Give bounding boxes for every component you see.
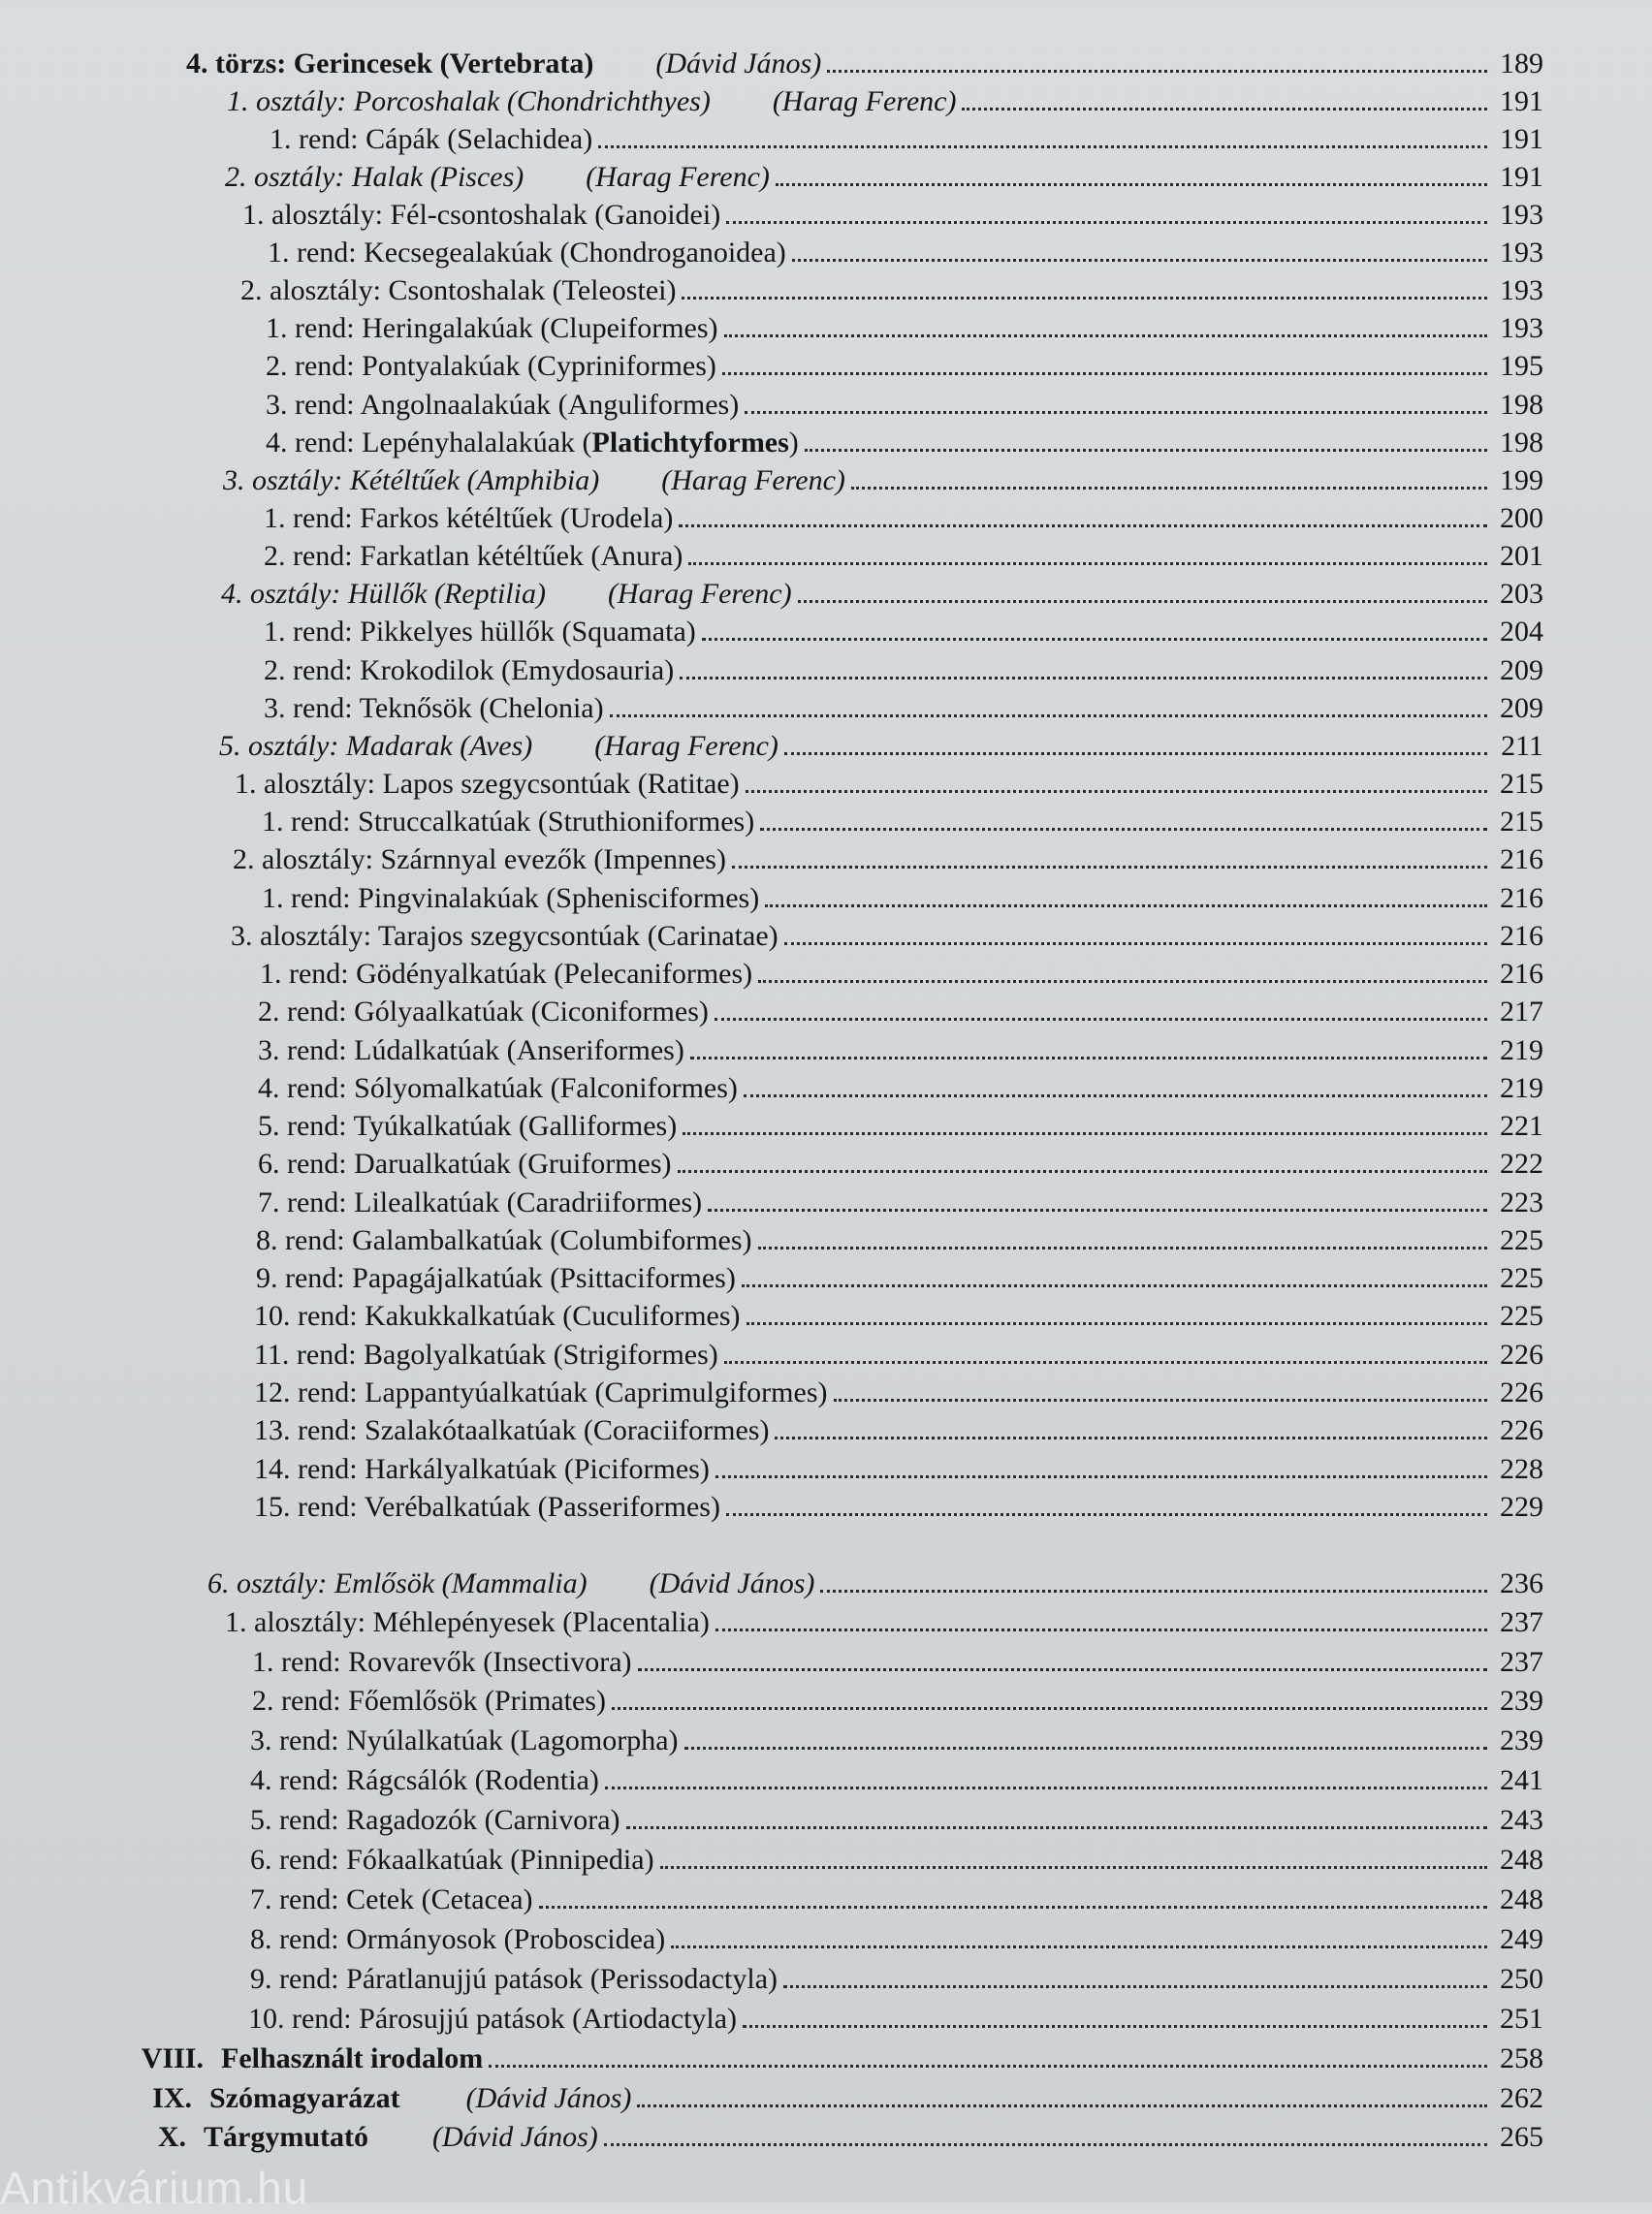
toc-entry-order xyxy=(266,345,1543,384)
dot-leader xyxy=(715,1018,1487,1021)
toc-entry-label: Szómagyarázat xyxy=(209,2082,400,2114)
toc-entry-section xyxy=(142,2077,1543,2116)
toc-entry-label: 6. osztály: Emlősök (Mammalia) xyxy=(207,1567,588,1599)
toc-entry-page: 248 xyxy=(1500,1883,1543,1915)
dot-leader xyxy=(679,524,1487,527)
dot-leader xyxy=(962,108,1487,111)
toc-entry-page: 237 xyxy=(1500,1646,1543,1678)
toc-entry-label: 1. rend: Rovarevők (Insectivora) xyxy=(252,1646,632,1678)
toc-entry-section xyxy=(141,2038,1543,2076)
toc-entry-label: 14. rend: Harkályalkatúak (Piciformes) xyxy=(254,1453,710,1485)
toc-entry-label: 10. rend: Párosujjú patások (Artiodactyla) xyxy=(248,2003,738,2035)
toc-entry-label-bold: Platichtyformes xyxy=(591,427,789,459)
toc-entry-order xyxy=(266,422,1543,460)
toc-entry-page: 215 xyxy=(1500,806,1543,838)
toc-entry-label: 1. alosztály: Fél-csontoshalak (Ganoidei) xyxy=(242,199,721,231)
toc-entry-order xyxy=(254,1409,1543,1448)
toc-entry-label: 6. rend: Darualkatúak (Gruiformes) xyxy=(258,1148,672,1180)
toc-entry-page: 221 xyxy=(1500,1110,1543,1142)
toc-entry-label: 1. rend: Cápák (Selachidea) xyxy=(270,123,593,155)
toc-entry-page: 223 xyxy=(1500,1186,1543,1218)
dot-leader xyxy=(690,1057,1487,1060)
toc-entry-order xyxy=(258,1029,1543,1068)
toc-entry-label: Felhasznált irodalom xyxy=(221,2042,484,2074)
toc-entry-page: 211 xyxy=(1501,730,1543,762)
toc-entry-page: 228 xyxy=(1500,1453,1543,1485)
dot-leader xyxy=(744,1094,1487,1097)
toc-entry-label: 4. rend: Rágcsálók (Rodentia) xyxy=(250,1764,599,1796)
toc-entry-page: 216 xyxy=(1500,843,1543,875)
toc-entry-label: 1. alosztály: Méhlepényesek (Placentalia) xyxy=(225,1606,710,1638)
toc-entry-page: 265 xyxy=(1500,2121,1543,2153)
dot-leader xyxy=(784,752,1487,755)
dot-leader xyxy=(724,334,1487,337)
dot-leader xyxy=(715,1475,1487,1478)
dot-leader xyxy=(612,1707,1487,1710)
toc-entry-order xyxy=(270,118,1543,157)
dot-leader xyxy=(760,828,1487,831)
toc-entry-label: 8. rend: Ormányosok (Proboscidea) xyxy=(250,1923,666,1955)
toc-entry-page: 250 xyxy=(1500,1963,1543,1995)
dot-leader xyxy=(638,1668,1487,1671)
toc-entry-order xyxy=(256,1257,1543,1296)
dot-leader xyxy=(604,2143,1487,2146)
dot-leader xyxy=(489,2065,1487,2068)
toc-entry-subclass xyxy=(242,194,1543,233)
toc-entry-order xyxy=(258,991,1543,1029)
toc-entry-order xyxy=(258,1182,1543,1220)
dot-leader xyxy=(758,980,1487,983)
toc-entry-order xyxy=(264,611,1543,649)
dot-leader xyxy=(715,1629,1487,1631)
toc-entry-order xyxy=(254,1372,1543,1410)
toc-entry-label: 2. rend: Főemlősök (Primates) xyxy=(252,1685,606,1717)
toc-entry-label: 3. rend: Teknősök (Chelonia) xyxy=(264,692,604,724)
toc-entry-page: 243 xyxy=(1500,1804,1543,1836)
dot-leader xyxy=(708,1209,1487,1212)
toc-entry-label: 3. rend: Nyúlalkatúak (Lagomorpha) xyxy=(250,1724,679,1756)
toc-entry-author: (Harag Ferenc) xyxy=(772,85,957,117)
toc-entry-label: 2. rend: Farkatlan kétéltűek (Anura) xyxy=(264,540,683,572)
toc-entry-page: 241 xyxy=(1500,1764,1543,1796)
dot-leader xyxy=(626,1826,1487,1829)
toc-entry-page: 225 xyxy=(1500,1300,1543,1332)
toc-entry-label: 3. rend: Angolnaalakúak (Anguliformes) xyxy=(266,389,740,421)
dot-leader xyxy=(726,1513,1487,1516)
toc-entry-page: 236 xyxy=(1500,1567,1543,1599)
dot-leader xyxy=(660,1866,1487,1869)
toc-entry-label: 3. alosztály: Tarajos szegycsontúak (Carinatae) xyxy=(231,920,778,952)
toc-entry-order xyxy=(256,1219,1543,1258)
dot-leader xyxy=(746,790,1487,793)
toc-entry-label: 8. rend: Galambalkatúak (Columbiformes) xyxy=(256,1224,752,1256)
dot-leader xyxy=(745,411,1487,414)
toc-entry-label: 2. osztály: Halak (Pisces) xyxy=(225,161,524,193)
dot-leader xyxy=(743,2025,1487,2028)
toc-entry-page: 193 xyxy=(1500,312,1543,344)
dot-leader xyxy=(684,1747,1487,1750)
dot-leader xyxy=(678,1170,1487,1173)
toc-entry-label: 9. rend: Páratlanujjú patások (Perissodactyla) xyxy=(250,1963,778,1995)
toc-entry-label: 2. rend: Krokodilok (Emydosauria) xyxy=(264,654,675,686)
toc-entry-page: 201 xyxy=(1500,540,1543,572)
dot-leader xyxy=(610,714,1487,717)
dot-leader xyxy=(783,1985,1487,1988)
toc-entry-class xyxy=(227,80,1543,119)
toc-entry-page: 198 xyxy=(1500,427,1543,459)
toc-entry-order xyxy=(264,649,1543,688)
toc-entry-label: 15. rend: Verébalkatúak (Passeriformes) xyxy=(254,1491,720,1523)
toc-entry-order xyxy=(252,1680,1543,1719)
toc-entry-page: 195 xyxy=(1500,350,1543,382)
dot-leader xyxy=(671,1945,1487,1948)
toc-entry-author: (Harag Ferenc) xyxy=(594,730,778,762)
toc-entry-page: 237 xyxy=(1500,1606,1543,1638)
dot-leader xyxy=(820,1590,1487,1593)
toc-entry-label: 4. rend: Sólyomalkatúak (Falconiformes) xyxy=(258,1072,738,1104)
toc-entry-author: (Harag Ferenc) xyxy=(607,578,792,610)
toc-entry-subclass xyxy=(225,1601,1543,1640)
toc-entry-author: (Dávid János) xyxy=(465,2082,632,2114)
toc-entry-page: 258 xyxy=(1500,2042,1543,2074)
toc-entry-class xyxy=(207,1563,1543,1601)
toc-entry-order xyxy=(250,1720,1543,1758)
toc-entry-page: 249 xyxy=(1500,1923,1543,1955)
dot-leader xyxy=(637,2104,1487,2107)
toc-entry-label xyxy=(266,426,799,460)
toc-entry-label: 1. rend: Struccalkatúak (Struthioniformes) xyxy=(262,806,755,838)
dot-leader xyxy=(680,677,1487,680)
toc-entry-page: 204 xyxy=(1500,616,1543,648)
toc-entry-section xyxy=(151,2116,1543,2155)
toc-entry-label: 11. rend: Bagolyalkatúak (Strigiformes) xyxy=(254,1339,718,1371)
toc-entry-order xyxy=(250,1799,1543,1838)
toc-entry-page: 229 xyxy=(1500,1491,1543,1523)
toc-entry-label: 13. rend: Szalakótaalkatúak (Coraciiformes) xyxy=(254,1414,770,1446)
toc-entry-order xyxy=(262,801,1543,839)
toc-entry-order xyxy=(252,1641,1543,1680)
toc-entry-order xyxy=(260,953,1543,992)
toc-entry-page: 193 xyxy=(1500,199,1543,231)
toc-entry-order xyxy=(264,687,1543,726)
toc-entry-page: 191 xyxy=(1500,85,1543,117)
toc-entry-page: 217 xyxy=(1500,996,1543,1028)
toc-entry-label: 1. rend: Kecsegealakúak (Chondroganoidea) xyxy=(268,237,786,269)
toc-entry-order xyxy=(250,1879,1543,1917)
toc-entry-label: 4. törzs: Gerincesek (Vertebrata) xyxy=(186,47,594,79)
toc-entry-page: 219 xyxy=(1500,1034,1543,1066)
toc-entry-page: 239 xyxy=(1500,1724,1543,1756)
toc-entry-subclass xyxy=(233,838,1543,877)
toc-entry-order xyxy=(250,1918,1543,1957)
toc-entry-order xyxy=(258,1143,1543,1182)
toc-entry-page: 191 xyxy=(1500,161,1543,193)
toc-entry-page: 225 xyxy=(1500,1262,1543,1294)
toc-entry-label: 7. rend: Cetek (Cetacea) xyxy=(250,1883,533,1915)
toc-entry-page: 216 xyxy=(1500,920,1543,952)
toc-entry-label-part: 4. rend: Lepényhalalakúak ( xyxy=(266,427,592,459)
toc-entry-author: (Dávid János) xyxy=(431,2121,598,2153)
toc-entry-label: 6. rend: Fókaalkatúak (Pinnipedia) xyxy=(250,1844,654,1876)
toc-entry-label: 10. rend: Kakukkalkatúak (Cuculiformes) xyxy=(254,1300,741,1332)
dot-leader xyxy=(792,259,1487,262)
toc-entry-author: (Dávid János) xyxy=(649,1567,815,1599)
dot-leader xyxy=(724,1361,1487,1364)
toc-entry-subclass xyxy=(231,915,1543,954)
toc-entry-order xyxy=(248,1998,1543,2037)
toc-entry-order xyxy=(268,232,1543,270)
toc-entry-label: Tárgymutató xyxy=(204,2121,368,2153)
toc-entry-page: 215 xyxy=(1500,768,1543,800)
toc-entry-author: (Harag Ferenc) xyxy=(586,161,770,193)
toc-entry-label: 5. osztály: Madarak (Aves) xyxy=(219,730,533,762)
dot-leader xyxy=(827,70,1487,73)
toc-entry-page: 225 xyxy=(1500,1224,1543,1256)
dot-leader xyxy=(776,183,1487,186)
dot-leader xyxy=(765,904,1487,907)
dot-leader xyxy=(805,449,1487,452)
dot-leader xyxy=(784,942,1487,945)
toc-entry-page: 226 xyxy=(1500,1414,1543,1446)
toc-entry-label: 1. rend: Gödényalkatúak (Pelecaniformes) xyxy=(260,958,753,990)
toc-entry-page: 199 xyxy=(1500,464,1543,496)
toc-entry-page: 209 xyxy=(1500,654,1543,686)
toc-entry-order xyxy=(254,1448,1543,1487)
toc-entry-order xyxy=(262,877,1543,916)
toc-entry-label: 3. rend: Lúdalkatúak (Anseriformes) xyxy=(258,1034,684,1066)
toc-entry-page: 209 xyxy=(1500,692,1543,724)
toc-entry-order xyxy=(258,1067,1543,1106)
toc-entry-label: 7. rend: Lilealkatúak (Caradriiformes) xyxy=(258,1186,703,1218)
toc-entry-subclass xyxy=(240,269,1543,308)
toc-entry-page: 216 xyxy=(1500,882,1543,914)
toc-entry-page: 262 xyxy=(1500,2082,1543,2114)
toc-entry-label: 4. osztály: Hüllők (Reptilia) xyxy=(221,578,546,610)
toc-entry-subclass xyxy=(235,763,1543,802)
toc-entry-order xyxy=(254,1486,1543,1525)
toc-entry-label: 5. rend: Tyúkalkatúak (Galliformes) xyxy=(258,1110,678,1142)
toc-entry-page: 189 xyxy=(1500,47,1543,79)
dot-leader xyxy=(598,145,1487,148)
dot-leader xyxy=(798,600,1487,603)
toc-entry-label: 1. rend: Pikkelyes hüllők (Squamata) xyxy=(264,616,696,648)
dot-leader xyxy=(834,1399,1488,1402)
dot-leader xyxy=(702,638,1487,641)
toc-entry-page: 248 xyxy=(1500,1844,1543,1876)
toc-entry-label: 2. rend: Gólyaalkatúak (Ciconiformes) xyxy=(258,996,709,1028)
toc-entry-page: 226 xyxy=(1500,1376,1543,1408)
toc-entry-label: 1. rend: Pingvinalakúak (Sphenisciformes) xyxy=(262,882,760,914)
toc-entry-page: 226 xyxy=(1500,1339,1543,1371)
section-number: IX. xyxy=(152,2082,192,2114)
toc-entry-label: 2. alosztály: Szárnnyal evezők (Impennes) xyxy=(233,843,726,875)
toc-entry-page: 239 xyxy=(1500,1685,1543,1717)
toc-entry-order xyxy=(250,1958,1543,1997)
section-number: VIII. xyxy=(141,2042,204,2074)
dot-leader xyxy=(732,866,1487,869)
toc-entry-page: 193 xyxy=(1500,237,1543,269)
dot-leader xyxy=(688,562,1487,565)
toc-entry-order xyxy=(250,1759,1543,1798)
dot-leader xyxy=(742,1284,1487,1287)
toc-entry-order xyxy=(250,1839,1543,1878)
toc-entry-class xyxy=(223,459,1543,498)
toc-entry-label: 1. osztály: Porcoshalak (Chondrichthyes) xyxy=(227,85,711,117)
toc-entry-class xyxy=(221,573,1543,612)
toc-entry-label: 1. rend: Farkos kétéltűek (Urodela) xyxy=(264,502,674,534)
toc-entry-phylum xyxy=(186,43,1543,81)
dot-leader xyxy=(683,1132,1487,1135)
dot-leader xyxy=(605,1787,1487,1789)
toc-entry-page: 203 xyxy=(1500,578,1543,610)
dot-leader xyxy=(758,1247,1487,1249)
toc-entry-author: (Harag Ferenc) xyxy=(661,464,845,496)
toc-entry-order xyxy=(266,307,1543,346)
toc-entry-order xyxy=(264,497,1543,536)
toc-entry-order xyxy=(254,1295,1543,1334)
dot-leader xyxy=(726,221,1487,224)
toc-entry-class xyxy=(225,156,1543,195)
dot-leader xyxy=(539,1906,1487,1909)
toc-entry-page: 222 xyxy=(1500,1148,1543,1180)
toc-entry-order xyxy=(266,384,1543,423)
toc-entry-author: (Dávid János) xyxy=(655,47,822,79)
toc-entry-label: 3. osztály: Kétéltűek (Amphibia) xyxy=(223,464,600,496)
toc-entry-page: 219 xyxy=(1500,1072,1543,1104)
toc-entry-page: 193 xyxy=(1500,274,1543,306)
toc-entry-label: 9. rend: Papagájalkatúak (Psittaciformes) xyxy=(256,1262,736,1294)
toc-entry-label: 1. alosztály: Lapos szegycsontúak (Ratitae) xyxy=(235,768,740,800)
toc-entry-label: 2. alosztály: Csontoshalak (Teleostei) xyxy=(240,274,677,306)
toc-entry-class xyxy=(219,725,1543,764)
toc-entry-label: 12. rend: Lappantyúalkatúak (Caprimulgiformes) xyxy=(254,1376,828,1408)
toc-entry-order xyxy=(258,1105,1543,1144)
toc-entry-page: 216 xyxy=(1500,958,1543,990)
dot-leader xyxy=(775,1437,1487,1439)
toc-entry-page: 251 xyxy=(1500,2003,1543,2035)
toc-entry-order xyxy=(264,535,1543,574)
section-number: X. xyxy=(157,2121,186,2153)
watermark: Antikvárium.hu xyxy=(0,2163,309,2213)
toc-entry-label: 2. rend: Pontyalakúak (Cypriniformes) xyxy=(266,350,716,382)
toc-entry-order xyxy=(254,1334,1543,1373)
dot-leader xyxy=(682,297,1487,300)
toc-entry-page: 198 xyxy=(1500,389,1543,421)
toc-entry-label: 5. rend: Ragadozók (Carnivora) xyxy=(250,1804,620,1836)
toc-entry-label: 1. rend: Heringalakúak (Clupeiformes) xyxy=(266,312,718,344)
dot-leader xyxy=(722,372,1487,375)
toc-entry-page: 200 xyxy=(1500,502,1543,534)
toc-entry-page: 191 xyxy=(1500,123,1543,155)
toc-entry-label-part: ) xyxy=(788,427,799,459)
dot-leader xyxy=(851,487,1487,490)
dot-leader xyxy=(747,1322,1487,1325)
